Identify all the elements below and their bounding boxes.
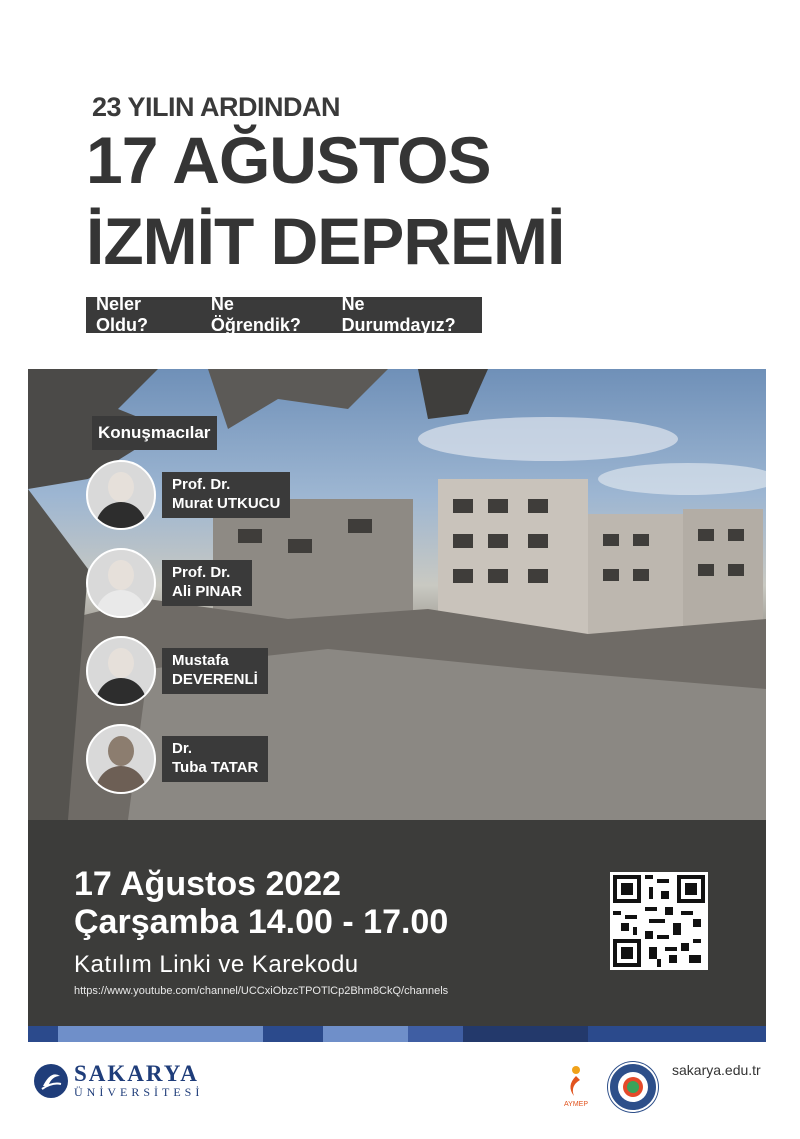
aymep-text: AYMEP	[564, 1101, 588, 1108]
event-date: 17 Ağustos 2022	[74, 865, 342, 903]
speaker-4	[86, 724, 268, 794]
speaker-3	[86, 636, 268, 706]
logo-subtext: ÜNİVERSİTESİ	[74, 1085, 204, 1099]
speaker-2	[86, 548, 252, 618]
event-info-panel	[28, 820, 766, 1026]
speakers-label: Konuşmacılar	[92, 416, 217, 450]
aymep-logo-icon	[556, 1064, 596, 1110]
sakarya-logo-icon	[34, 1064, 68, 1098]
title-line2: İZMİT DEPREMİ	[86, 204, 565, 278]
question-2: Ne Öğrendik?	[210, 294, 301, 335]
event-time: Çarşamba 14.00 - 17.00	[74, 903, 449, 941]
speaker-photo	[86, 548, 156, 618]
logo-text: SAKARYA	[74, 1061, 199, 1086]
sakarya-logo[interactable]	[34, 1062, 203, 1100]
title-line1: 17 AĞUSTOS	[86, 123, 491, 197]
speaker-name: Mustafa DEVERENLİ	[162, 648, 268, 694]
speaker-1	[86, 460, 290, 530]
university-seal-icon	[608, 1062, 658, 1112]
color-stripe	[28, 1026, 766, 1042]
question-1: Neler Oldu?	[96, 294, 148, 335]
website-link[interactable]: sakarya.edu.tr	[672, 1062, 761, 1078]
speaker-photo	[86, 636, 156, 706]
speaker-name: Dr. Tuba TATAR	[162, 736, 268, 782]
questions-bar	[86, 294, 482, 335]
qr-code-icon[interactable]	[610, 872, 708, 970]
event-url[interactable]: https://www.youtube.com/channel/UCCxiObzcTPOTlCp2Bhm8CkQ/channels	[74, 985, 449, 997]
kicker: 23 YILIN ARDINDAN	[92, 92, 341, 122]
link-title: Katılım Linki ve Karekodu	[74, 951, 359, 978]
speaker-photo	[86, 724, 156, 794]
speaker-name: Prof. Dr. Ali PINAR	[162, 560, 252, 606]
question-3: Ne Durumdayız?	[341, 294, 456, 335]
speaker-photo	[86, 460, 156, 530]
speaker-name: Prof. Dr. Murat UTKUCU	[162, 472, 290, 518]
